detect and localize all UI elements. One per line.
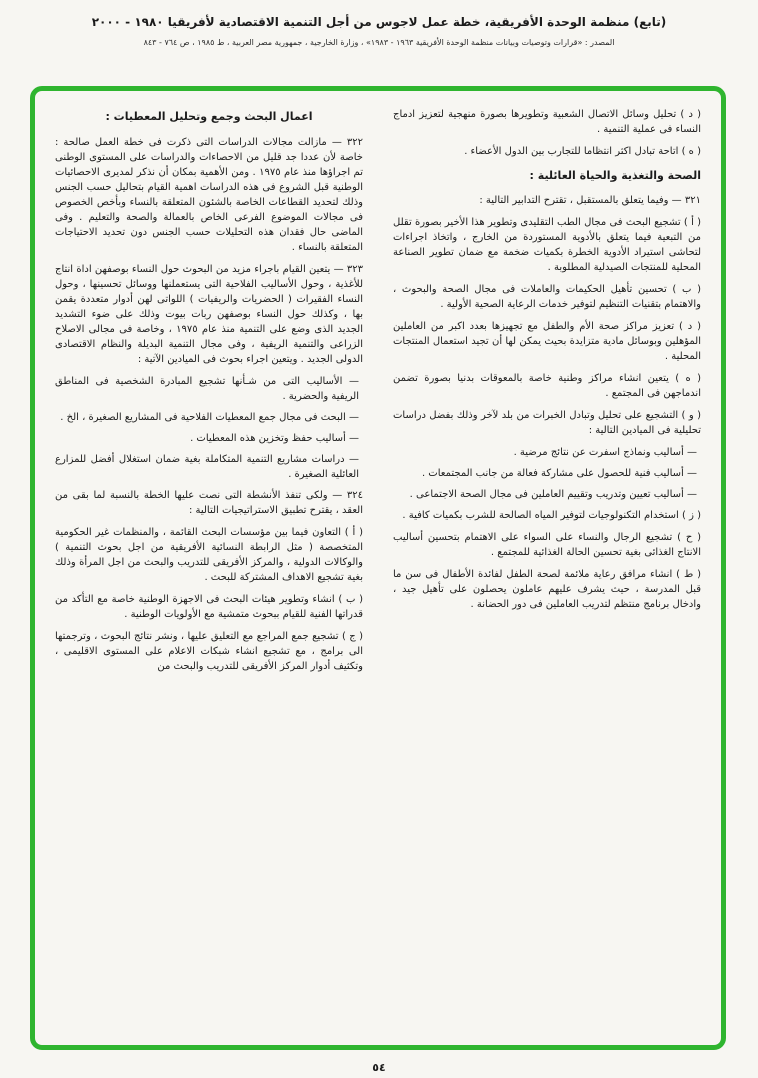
paragraph: ٣٢١ — وفيما يتعلق بالمستقبل ، تقترح التدابير التالية : (479, 194, 701, 206)
paragraph: ( ح ) تشجيع الرجال والنساء على السواء على الاهتمام بتحسين أساليب الانتاج الغذائى بغية تحسين الحالة الغذائية للمجتمع . (393, 531, 701, 558)
list-item: — دراسات مشاريع التنمية المتكاملة بغية ضمان استغلال أفضل للمزارع العائلية الصغيرة . (55, 453, 359, 480)
paragraph: ٣٢٤ — ولكى تنفذ الأنشطة التى نصت عليها الخطة بالنسبة لما بقى من العقد ، يقترح تطبيق الاستراتيجيات التالية : (55, 489, 363, 516)
paragraph: ( ه ) يتعين انشاء مراكز وطنية خاصة بالمعوقات بدنيا بصورة تضمن اندماجهن فى المجتمع . (393, 372, 701, 399)
two-column-layout (55, 107, 701, 1029)
paragraph: ٣٢٢ — مازالت مجالات الدراسات التى ذكرت فى خطة العمل صالحة : خاصة لأن عددا جد قليل من الاحصاءات والدراسات على المستوى الوطنى تم اجراؤها منذ عام ١٩٧٥ . ومن الأهمية بمكان أن نذكر لمديرى الاحصائيات الوطنية قبل الشروع فى هذه الدراسات اهمية القيام بتحاليل حسب الجنس وذلك لتحديد القطاعات الخاصة بالشئون المتعلقة بالنساء وبأخص الخصوص فى مجالات الموضوع الفرعى الخاص بالعمالة والصحة والتعليم . وفى الماضى حال فقدان هذه التحليلات حسب الجنس دون تحديد الاحتياجات المتعلقة بالنساء . (55, 136, 363, 253)
right-column (393, 107, 701, 1029)
document-header (0, 0, 758, 47)
paragraph: ( ز ) استخدام التكنولوجيات لتوفير المياه الصالحة للشرب بكميات كافية . (402, 509, 701, 521)
list-item: — أساليب فنية للحصول على مشاركة فعالة من جانب المجتمعات . (421, 467, 697, 479)
document-title: (تابع) منظمة الوحدة الأفريقية، خطة عمل لاجوس من أجل التنمية الاقتصادية لأفريقيا ١٩٨٠ - ٢٠٠٠ (91, 15, 667, 29)
section-heading: الصحة والتغذية والحياة العائلية : (529, 169, 701, 182)
paragraph: ( ط ) انشاء مرافق رعاية ملائمة لصحة الطفل لفائدة الأطفال فى سن ما قبل المدرسة ، حيث يشرف عليهم عاملون يحصلون على تأهيل جيد ، وادخال برنامج منتظم لتدريب العاملين فى دور الحضانة . (393, 568, 701, 610)
list-item: — أساليب تعيين وتدريب وتقييم العاملين فى مجال الصحة الاجتماعى . (409, 488, 697, 500)
left-column (55, 107, 363, 1029)
paragraph: ( د ) تعزيز مراكز صحة الأم والطفل مع تجهيزها بعدد اكبر من العاملين المؤهلين وبوسائل مادية متزايدة بحيث يمكن لها أن تجيد استعمال المنتجات المحلية . (393, 320, 701, 362)
paragraph: ( ب ) انشاء وتطوير هيئات البحث فى الاجهزة الوطنية خاصة مع التأكد من قدراتها الفنية للقيام ببحوث متمشية مع الأولويات الوطنية . (55, 593, 363, 620)
list-item: — الأساليب التى من شـأنها تشجيع المبادرة الشخصية فى المناطق الريفية والحضرية . (55, 375, 359, 402)
section-heading: اعمال البحث وجمع وتحليل المعطيات : (105, 110, 313, 123)
page-number: ٥٤ (372, 1061, 386, 1074)
paragraph: ٣٢٣ — يتعين القيام باجراء مزيد من البحوث حول النساء بوصفهن اداة انتاج للأغذية ، وحول الأساليب الفلاحية التى يستعملنها ووسائل تحسينها ، وحول النساء الفقيرات ( الحضريات والريفيات ) اللواتى لهن أدوار متعددة يقمن بها ، وكذلك حول النساء بوصفهن ربات بيوت وذلك على ضوء التشديد الجديد الذى وضع على التنمية منذ عام ١٩٧٥ ، وخاصة فى مجالى الاصلاح الزراعى والتنمية الريفية ، وفى مجال التنمية البديلة والنظام الاقتصادى الدولى الجديد . ويتعين اجراء بحوث فى الميادين الآتية : (55, 263, 363, 365)
paragraph: ( ج ) تشجيع جمع المراجع مع التعليق عليها ، ونشر نتائج البحوث ، وترجمتها الى برامج ، مع تشجيع انشاء شبكات الاعلام على المستوى الاقليمى ، وتكثيف أدوار المركز الأفريقى للتدريب والبحث من (55, 630, 363, 672)
paragraph: ( ه ) اتاحة تبادل اكثر انتظاما للتجارب بين الدول الأعضاء . (464, 146, 701, 157)
list-item: — البحث فى مجال جمع المعطيات الفلاحية فى المشاريع الصغيرة ، الخ . (60, 411, 359, 423)
paragraph: ( د ) تحليل وسائل الاتصال الشعبية وتطويرها بصورة منهجية لتعزيز ادماج النساء فى عملية التنمية . (393, 109, 701, 135)
source-citation: المصدر : «قرارات وتوصيات وبيانات منظمة الوحدة الأفريقية ١٩٦٣ - ١٩٨٣» ، وزارة الخارجية ، جمهورية مصر العربية ، ط ١٩٨٥ ، ص ٧٦٤ - ٨٤٣ (143, 37, 615, 47)
list-item: — أساليب حفظ وتخزين هذه المعطيات . (190, 432, 359, 444)
paragraph: ( و ) التشجيع على تحليل وتبادل الخبرات من بلد لآخر وذلك بفضل دراسات تحليلية فى الميادين التالية : (393, 409, 701, 436)
paragraph: ( ب ) تحسين تأهيل الحكيمات والعاملات فى مجال الصحة والبحوث ، والاهتمام بتقنيات التنظيم لتوفير خدمات الرعاية الصحية الأولية . (393, 283, 701, 310)
list-item: — أساليب ونماذج اسفرت عن نتائج مرضية . (513, 446, 697, 458)
green-border-frame (30, 86, 726, 1050)
paragraph: ( أ ) تشجيع البحث فى مجال الطب التقليدى وتطوير هذا الأخير بصورة تقلل من التبعية فيما يتعلق بالأدوية المستوردة من الخارج ، واتخاذ اجراءات لتحاشى استيراد الأدوية الخطرة بكميات ضخمة مع ضمان تطوير الصناعة المحلية للمنتجات الصيدلية المطلوبة . (393, 216, 701, 273)
paragraph: ( أ ) التعاون فيما بين مؤسسات البحث القائمة ، والمنظمات غير الحكومية المتخصصة ( مثل الرابطة النسائية الأفريقية من اجل بحوث التنمية ) والوكالات الدولية ، والمركز الأفريقى للتدريب والبحث من اجل المرأة وذلك بغية تشجيع الاهداف المشتركة للبحث . (55, 526, 363, 583)
